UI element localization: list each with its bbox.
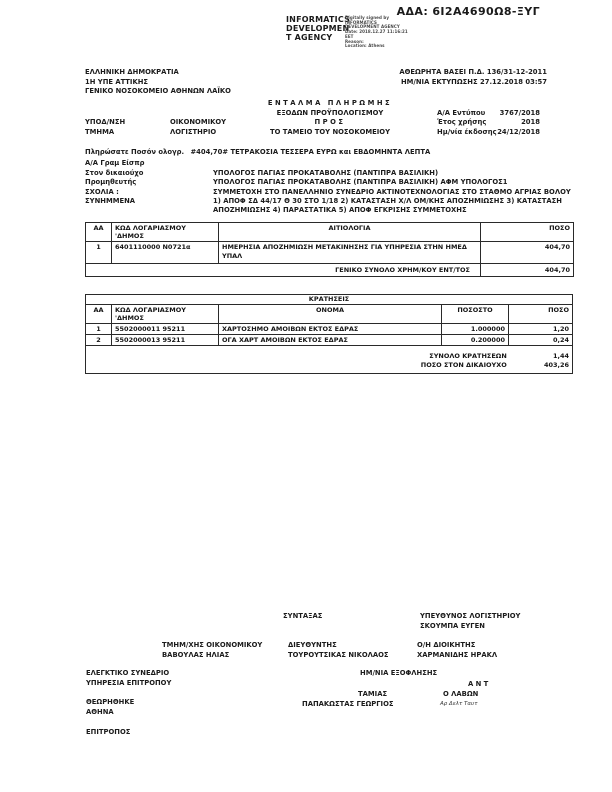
comments-label: ΣΧΟΛΙΑ : — [85, 187, 119, 196]
deduction-2-code: 5502000013 95211 — [112, 335, 219, 346]
signature-detail-2: INFORMATICS — [345, 19, 378, 25]
atheorita-note: ΑΘΕΩΡΗΤΑ ΒΑΣΕΙ Π.Δ. 136/31-12-2011 — [399, 68, 547, 76]
cashier-name: ΠΑΠΑΚΩΣΤΑΣ ΓΕΩΡΓΙΟΣ — [302, 699, 394, 708]
deduction-2-pct: 0.200000 — [442, 335, 509, 346]
ada-number: ΑΔΑ: 6Ι2Α4690Ω8-ΞΥΓ — [396, 5, 540, 18]
deductions-header-name: ΟΝΟΜΑ — [219, 304, 442, 323]
print-date: ΗΜ/ΝΙΑ ΕΚΤΥΠΩΣΗΣ 27.12.2018 03:57 — [400, 77, 547, 86]
deduction-1-pct: 1.000000 — [442, 323, 509, 334]
fiscal-year-label: Έτος χρήσης — [437, 118, 487, 126]
deduction-2-amount: 0,24 — [509, 335, 573, 346]
beneficiary-label: Στον δικαιούχο — [85, 168, 144, 177]
deductions-header-code-line-1: ΚΩΔ ΛΟΓΑΡΙΑΣΜΟΥ — [115, 305, 186, 314]
expense-row-amount: 404,70 — [481, 242, 574, 264]
receipt-number-label: Α/Α Γραμ Είσπρ — [85, 159, 145, 167]
recipient-title: Ο ΛΑΒΩΝ — [443, 690, 479, 698]
doc-title-line-2: ΕΞΟΔΩΝ ΠΡΟΫΠΟΛΟΓΙΣΜΟΥ — [276, 108, 384, 117]
deductions-total-line — [89, 352, 569, 361]
expense-row-code: 6401110000 Ν0721α — [112, 242, 219, 264]
commissioner-label: ΕΠΙΤΡΟΠΟΣ — [86, 728, 131, 736]
expense-header-reason: ΑΙΤΙΟΛΟΓΙΑ — [219, 223, 481, 242]
agency-name-line-3: T AGENCY — [286, 33, 333, 42]
expense-header-code-line-2: 'ΔΗΜΟΣ — [115, 232, 144, 241]
expense-table-header-row — [86, 223, 574, 242]
pay-order-amount-text: #404,70# ΤΕΤΡΑΚΟΣΙΑ ΤΕΣΣΕΡΑ ΕΥΡΩ και ΕΒΔΟΜΗΝΤΑ ΛΕΠΤΑ — [190, 148, 431, 156]
ant-label: Α Ν Τ — [468, 680, 489, 688]
signature-detail-5: EET — [345, 33, 354, 39]
signature-detail-3: DEVELOPMENT AGENCY — [345, 24, 400, 30]
tmima-value: ΛΟΓΙΣΤΗΡΙΟ — [170, 127, 217, 136]
supplier-value: ΥΠΟΛΟΓΟΣ ΠΑΓΙΑΣ ΠΡΟΚΑΤΑΒΟΛΗΣ (ΠΑΝΤΙΠΡΑ ΒΑΣΙΛΙΚΗ) ΑΦΜ ΥΠΟΛΟΓΟΣ1 — [213, 178, 508, 186]
doc-title-line-3: ΠΡΟΣ — [314, 118, 346, 126]
recipient-id-note: Αρ Δελτ Ταυτ — [440, 700, 478, 707]
deduction-1-code: 5502000011 95211 — [112, 323, 219, 334]
issue-date-label: Ημ/νία έκδοσης — [437, 127, 497, 136]
expense-header-aa: ΑΑ — [86, 223, 112, 242]
deductions-header-row — [86, 304, 573, 323]
org-ype-line: 1Η ΥΠΕ ΑΤΤΙΚΗΣ — [85, 77, 149, 86]
accounting-resp-title: ΥΠΕΥΘΥΝΟΣ ΛΟΓΙΣΤΗΡΙΟΥ — [420, 612, 521, 620]
director-title: ΔΙΕΥΘΥΝΤΗΣ — [288, 641, 337, 649]
form-number-value: 3767/2018 — [499, 108, 540, 117]
deductions-header-code-line-2: 'ΔΗΜΟΣ — [115, 313, 144, 322]
deduction-2-name: ΟΓΑ ΧΑΡΤ ΑΜΟΙΒΩΝ ΕΚΤΟΣ ΕΔΡΑΣ — [219, 335, 442, 346]
accounting-resp-name: ΣΚΟΥΜΠΑ ΕΥΓΕΝ — [420, 621, 485, 630]
audit-court-line-2: ΥΠΗΡΕΣΙΑ ΕΠΙΤΡΟΠΟΥ — [86, 678, 172, 687]
agency-name-line-1: INFORMATICS — [286, 15, 351, 24]
ypod-label: ΥΠΟΔ/ΝΣΗ — [85, 118, 126, 126]
expense-header-amount: ΠΟΣΟ — [481, 223, 574, 242]
signature-detail-6: Reason: — [345, 38, 364, 44]
expense-header-code-line-1: ΚΩΔ ΛΟΓΑΡΙΑΣΜΟΥ — [115, 224, 186, 232]
agency-name-line-2: DEVELOPMEN — [286, 24, 350, 33]
deductions-header-code — [112, 304, 219, 323]
org-hospital-line: ΓΕΝΙΚΟ ΝΟΣΟΚΟΜΕΙΟ ΑΘΗΝΩΝ ΛΑΪΚΟ — [85, 87, 231, 95]
deductions-header-amount: ΠΟΣΟ — [509, 304, 573, 323]
attachments-value: 1) ΑΠΟΦ ΣΔ 44/17 Θ 30 ΣΤΟ 1/18 2) ΚΑΤΑΣΤΑΣΗ Χ/Λ ΟΜ/ΚΗΣ ΑΠΟΖΗΜΙΩΣΗΣ 3) ΚΑΤΑΣΤΑΣΗ ΑΠΟΖΗΜΙΩΣΗΣ 4) ΠΑΡΑΣΤΑΤΙΚΑ 5) ΑΠΟΦ ΕΓΚΡΙΣΗΣ ΣΥΜΜΕΤΟΧΗΣ — [213, 197, 562, 215]
doc-title-line-1: ΕΝΤΑΛΜΑ ΠΛΗΡΩΜΗΣ — [267, 99, 393, 107]
expense-header-code — [112, 223, 219, 242]
deductions-total-label: ΣΥΝΟΛΟ ΚΡΑΤΗΣΕΩΝ — [429, 352, 507, 361]
attachments-label: ΣΥΝΗΜΜΕΝΑ — [85, 197, 136, 205]
deduction-1-aa: 1 — [86, 323, 112, 334]
expense-table-row — [86, 242, 574, 264]
expense-table-total-row — [86, 264, 574, 277]
deductions-header-pct: ΠΟΣΟΣΤΟ — [442, 304, 509, 323]
form-number-label: Α/Α Εντύπου — [437, 108, 486, 117]
deduction-2-aa: 2 — [86, 335, 112, 346]
org-republic-line: ΕΛΛΗΝΙΚΗ ΔΗΜΟΚΡΑΤΙΑ — [85, 68, 179, 76]
net-amount-value: 403,26 — [543, 361, 570, 370]
issue-date-value: 24/12/2018 — [497, 127, 540, 136]
theorithike-label: ΘΕΩΡΗΘΗΚΕ — [86, 698, 135, 706]
net-amount-line — [89, 361, 569, 370]
deductions-title-row — [86, 295, 573, 305]
deductions-row-2 — [86, 335, 573, 346]
tmima-label: ΤΜΗΜΑ — [85, 127, 115, 136]
fiscal-year-value: 2018 — [521, 118, 540, 126]
comments-value: ΣΥΜΜΕΤΟΧΗ ΣΤΟ ΠΑΝΕΛΛΗΝΙΟ ΣΥΝΕΔΡΙΟ ΑΚΤΙΝΟΤΕΧΝΟΛΟΓΙΑΣ ΣΤΟ ΣΤΑΘΜΟ ΑΓΡΙΑΣ ΒΟΛΟΥ — [213, 187, 571, 196]
deductions-header-aa: ΑΑ — [86, 304, 112, 323]
net-amount-label: ΠΟΣΟ ΣΤΟΝ ΔΙΚΑΙΟΥΧΟ — [420, 361, 507, 370]
expense-total-value: 404,70 — [481, 264, 574, 277]
signature-detail-4: Date: 2018.12.27 11:16:21 — [345, 29, 408, 35]
beneficiary-value: ΥΠΟΛΟΓΟΣ ΠΑΓΙΑΣ ΠΡΟΚΑΤΑΒΟΛΗΣ (ΠΑΝΤΙΠΡΑ ΒΑΣΙΛΙΚΗ) — [213, 168, 439, 177]
finance-head-title: ΤΜΗΜ/ΧΗΣ ΟΙΚΟΝΟΜΙΚΟΥ — [162, 641, 263, 649]
director-name: ΤΟΥΡΟΥΤΣΙΚΑΣ ΝΙΚΟΛΑΟΣ — [288, 650, 389, 659]
finance-head-name: ΒΑΒΟΥΛΑΣ ΗΛΙΑΣ — [162, 650, 230, 659]
cashier-title: ΤΑΜΙΑΣ — [358, 690, 388, 698]
deductions-table — [85, 294, 573, 374]
governor-name: ΧΑΡΜΑΝΙΔΗΣ ΗΡΑΚΛ — [417, 650, 498, 659]
expense-row-reason: ΗΜΕΡΗΣΙΑ ΑΠΟΖΗΜΙΩΣΗ ΜΕΤΑΚΙΝΗΣΗΣ ΓΙΑ ΥΠΗΡΕΣΙΑ ΣΤΗΝ ΗΜΕΔ ΥΠΑΛ — [219, 242, 481, 264]
signature-detail-1: Digitally signed by — [345, 15, 390, 20]
expense-row-aa: 1 — [86, 242, 112, 264]
settlement-date-label: ΗΜ/ΝΙΑ ΕΞΟΦΛΗΣΗΣ — [360, 669, 438, 677]
governor-title: Ο/Η ΔΙΟΙΚΗΤΗΣ — [417, 641, 476, 649]
deductions-title: ΚΡΑΤΗΣΕΙΣ — [86, 295, 573, 305]
expense-total-label: ΓΕΝΙΚΟ ΣΥΝΟΛΟ ΧΡΗΜ/ΚΟΥ ΕΝΤ/ΤΟΣ — [86, 264, 481, 277]
syntaxas-title: ΣΥΝΤΑΞΑΣ — [283, 612, 323, 620]
deductions-totals-row — [86, 346, 573, 374]
deductions-row-1 — [86, 323, 573, 334]
deduction-1-name: ΧΑΡΤΟΣΗΜΟ ΑΜΟΙΒΩΝ ΕΚΤΟΣ ΕΔΡΑΣ — [219, 323, 442, 334]
supplier-label: Προμηθευτής — [85, 178, 137, 186]
ypod-value: ΟΙΚΟΝΟΜΙΚΟΥ — [170, 118, 227, 126]
deductions-totals-cell — [86, 346, 573, 374]
pay-order-line — [85, 148, 430, 158]
deductions-total-value: 1,44 — [552, 352, 570, 361]
expense-table — [85, 222, 574, 277]
doc-title-line-4: ΤΟ ΤΑΜΕΙΟ ΤΟΥ ΝΟΣΟΚΟΜΕΙΟΥ — [269, 127, 391, 136]
signature-detail-7: Location: Athens — [345, 43, 385, 49]
pay-order-label: Πληρώσατε Ποσόν ολογρ. — [85, 148, 185, 156]
audit-court-line-1: ΕΛΕΓΚΤΙΚΟ ΣΥΝΕΔΡΙΟ — [86, 669, 170, 677]
deduction-1-amount: 1,20 — [509, 323, 573, 334]
athens-label: ΑΘΗΝΑ — [86, 708, 114, 716]
